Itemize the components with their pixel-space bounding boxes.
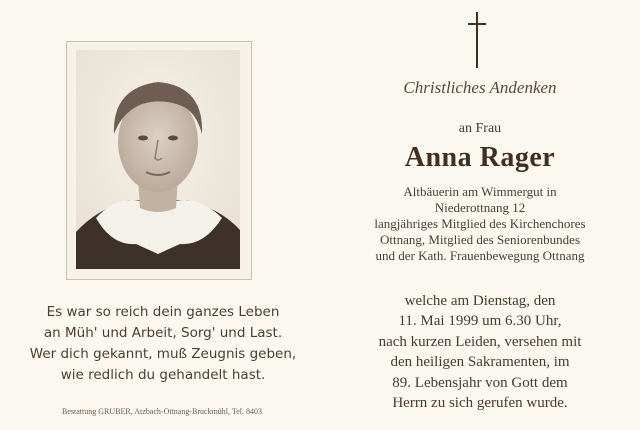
- death-notice: [332, 291, 628, 413]
- biography: [332, 184, 628, 264]
- poem: [18, 302, 308, 386]
- bio-line: Altbäuerin am Wimmergut in: [403, 184, 557, 199]
- bio-line: und der Kath. Frauenbewegung Ottnang: [375, 248, 585, 263]
- bio-line: langjähriges Mitglied des Kirchenchores: [374, 216, 586, 231]
- poem-line: Wer dich gekannt, muß Zeugnis geben,: [29, 346, 297, 362]
- portrait-frame: [66, 41, 252, 280]
- poem-line: an Müh' und Arbeit, Sorg' und Last.: [43, 325, 283, 341]
- deceased-name: Anna Rager: [404, 142, 556, 173]
- death-line: 11. Mai 1999 um 6.30 Uhr,: [398, 313, 562, 330]
- death-line: den heiligen Sakramenten, im: [390, 354, 570, 371]
- undertaker-line: Bestattung GRUBER, Atzbach-Ottnang-Bruckmühl, Tel. 8403: [62, 407, 262, 416]
- salutation: an Frau: [458, 121, 502, 136]
- heading: Christliches Andenken: [403, 78, 557, 97]
- death-line: Herrn zu sich gerufen wurde.: [392, 395, 568, 412]
- latin-cross-icon: [467, 12, 487, 73]
- death-line: welche am Dienstag, den: [404, 293, 556, 309]
- portrait-photo: [76, 50, 240, 269]
- death-line: nach kurzen Leiden, versehen mit: [378, 333, 582, 350]
- poem-line: Es war so reich dein ganzes Leben: [46, 304, 280, 320]
- poem-line: wie redlich du gehandelt hast.: [60, 367, 266, 383]
- death-line: 89. Lebensjahr von Gott dem: [392, 374, 568, 391]
- bio-line: Niederottnang 12: [434, 200, 526, 215]
- bio-line: Ottnang, Mitglied des Seniorenbundes: [379, 232, 581, 247]
